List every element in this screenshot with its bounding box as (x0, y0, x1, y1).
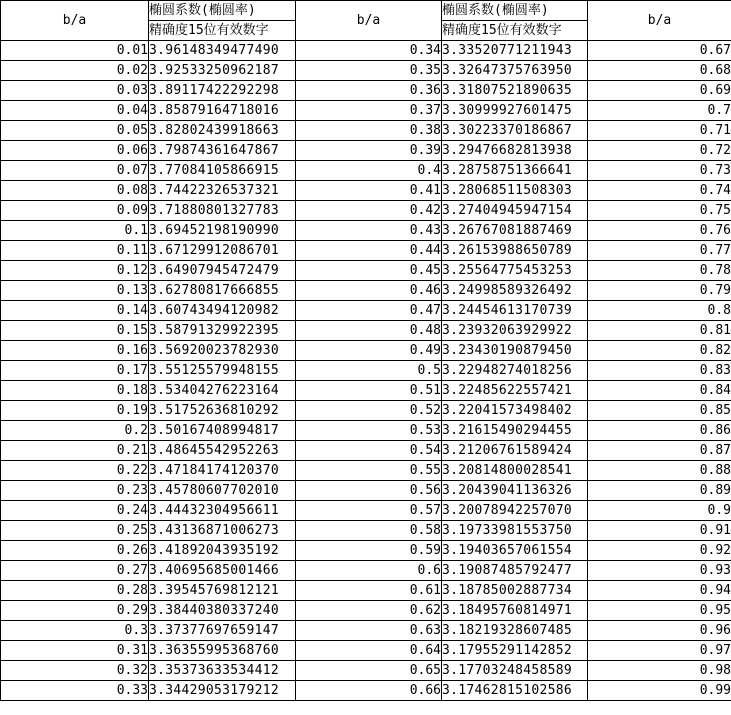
cell-coefficient[interactable]: 3.56920023782930 (149, 341, 296, 361)
cell-coefficient[interactable]: 3.77084105866915 (149, 161, 296, 181)
cell-coefficient[interactable]: 3.19733981553750 (442, 521, 588, 541)
cell-coefficient[interactable]: 3.18495760814971 (442, 601, 588, 621)
cell-ba[interactable]: 0.65 (296, 661, 442, 681)
cell-ba[interactable]: 0.66 (296, 681, 442, 701)
cell-ba[interactable]: 0.78 (588, 261, 731, 281)
table-row (1, 641, 731, 661)
table-body (1, 41, 731, 701)
table-row (1, 441, 731, 461)
cell-ba[interactable]: 0.7 (588, 101, 731, 121)
cell-ba[interactable]: 0.3 (1, 621, 149, 641)
table-row (1, 381, 731, 401)
cell-ba[interactable]: 0.72 (588, 141, 731, 161)
table-row (1, 301, 731, 321)
cell-coefficient[interactable]: 3.51752636810292 (149, 401, 296, 421)
cell-ba[interactable]: 0.83 (588, 361, 731, 381)
cell-ba[interactable]: 0.14 (1, 301, 149, 321)
cell-coefficient[interactable]: 3.58791329922395 (149, 321, 296, 341)
cell-coefficient[interactable]: 3.24998589326492 (442, 281, 588, 301)
cell-coefficient[interactable]: 3.71880801327783 (149, 201, 296, 221)
header-ba-3[interactable]: b/a (588, 1, 731, 41)
cell-ba[interactable]: 0.13 (1, 281, 149, 301)
cell-ba[interactable]: 0.92 (588, 541, 731, 561)
header-coef-1[interactable] (149, 1, 296, 41)
table-row (1, 481, 731, 501)
cell-coefficient[interactable]: 3.39545769812121 (149, 581, 296, 601)
cell-coefficient[interactable]: 3.23932063929922 (442, 321, 588, 341)
cell-ba[interactable]: 0.33 (1, 681, 149, 701)
cell-ba[interactable]: 0.88 (588, 461, 731, 481)
cell-ba[interactable]: 0.81 (588, 321, 731, 341)
cell-ba[interactable]: 0.37 (296, 101, 442, 121)
table-row (1, 161, 731, 181)
cell-coefficient[interactable]: 3.28068511508303 (442, 181, 588, 201)
cell-coefficient[interactable]: 3.26767081887469 (442, 221, 588, 241)
cell-ba[interactable]: 0.58 (296, 521, 442, 541)
cell-ba[interactable]: 0.39 (296, 141, 442, 161)
cell-coefficient[interactable]: 3.18219328607485 (442, 621, 588, 641)
cell-ba[interactable]: 0.23 (1, 481, 149, 501)
cell-coefficient[interactable]: 3.79874361647867 (149, 141, 296, 161)
cell-ba[interactable]: 0.07 (1, 161, 149, 181)
cell-coefficient[interactable]: 3.33520771211943 (442, 41, 588, 61)
cell-ba[interactable]: 0.8 (588, 301, 731, 321)
cell-coefficient[interactable]: 3.22485622557421 (442, 381, 588, 401)
cell-ba[interactable]: 0.18 (1, 381, 149, 401)
cell-ba[interactable]: 0.28 (1, 581, 149, 601)
table-row (1, 201, 731, 221)
table-row (1, 81, 731, 101)
cell-ba[interactable]: 0.15 (1, 321, 149, 341)
cell-ba[interactable]: 0.05 (1, 121, 149, 141)
cell-coefficient[interactable]: 3.22041573498402 (442, 401, 588, 421)
cell-ba[interactable]: 0.79 (588, 281, 731, 301)
cell-coefficient[interactable]: 3.47184174120370 (149, 461, 296, 481)
cell-coefficient[interactable]: 3.21615490294455 (442, 421, 588, 441)
cell-ba[interactable]: 0.09 (1, 201, 149, 221)
cell-coefficient[interactable]: 3.17462815102586 (442, 681, 588, 701)
cell-coefficient[interactable]: 3.41892043935192 (149, 541, 296, 561)
cell-ba[interactable]: 0.47 (296, 301, 442, 321)
cell-ba[interactable]: 0.57 (296, 501, 442, 521)
table-row (1, 121, 731, 141)
cell-ba[interactable]: 0.34 (296, 41, 442, 61)
cell-ba[interactable]: 0.54 (296, 441, 442, 461)
table-row (1, 601, 731, 621)
header-row (1, 1, 731, 41)
cell-ba[interactable]: 0.67 (588, 41, 731, 61)
cell-ba[interactable]: 0.73 (588, 161, 731, 181)
cell-ba[interactable]: 0.59 (296, 541, 442, 561)
cell-ba[interactable]: 0.01 (1, 41, 149, 61)
cell-ba[interactable]: 0.69 (588, 81, 731, 101)
table-row (1, 41, 731, 61)
cell-ba[interactable]: 0.29 (1, 601, 149, 621)
cell-coefficient[interactable]: 3.67129912086701 (149, 241, 296, 261)
cell-coefficient[interactable]: 3.29476682813938 (442, 141, 588, 161)
cell-ba[interactable]: 0.6 (296, 561, 442, 581)
cell-ba[interactable]: 0.06 (1, 141, 149, 161)
cell-ba[interactable]: 0.41 (296, 181, 442, 201)
cell-ba[interactable]: 0.02 (1, 61, 149, 81)
cell-ba[interactable]: 0.31 (1, 641, 149, 661)
cell-ba[interactable]: 0.42 (296, 201, 442, 221)
table-row (1, 221, 731, 241)
cell-ba[interactable]: 0.38 (296, 121, 442, 141)
cell-ba[interactable]: 0.68 (588, 61, 731, 81)
cell-coefficient[interactable]: 3.19087485792477 (442, 561, 588, 581)
cell-coefficient[interactable]: 3.89117422292298 (149, 81, 296, 101)
cell-ba[interactable]: 0.17 (1, 361, 149, 381)
cell-ba[interactable]: 0.84 (588, 381, 731, 401)
table-row (1, 141, 731, 161)
cell-ba[interactable]: 0.12 (1, 261, 149, 281)
cell-ba[interactable]: 0.98 (588, 661, 731, 681)
cell-ba[interactable]: 0.51 (296, 381, 442, 401)
cell-ba[interactable]: 0.1 (1, 221, 149, 241)
cell-coefficient[interactable]: 3.45780607702010 (149, 481, 296, 501)
cell-coefficient[interactable]: 3.20078942257070 (442, 501, 588, 521)
cell-ba[interactable]: 0.77 (588, 241, 731, 261)
cell-ba[interactable]: 0.75 (588, 201, 731, 221)
cell-coefficient[interactable]: 3.21206761589424 (442, 441, 588, 461)
cell-coefficient[interactable]: 3.22948274018256 (442, 361, 588, 381)
cell-ba[interactable]: 0.86 (588, 421, 731, 441)
cell-ba[interactable]: 0.64 (296, 641, 442, 661)
cell-ba[interactable]: 0.95 (588, 601, 731, 621)
cell-ba[interactable]: 0.53 (296, 421, 442, 441)
table-row (1, 361, 731, 381)
cell-coefficient[interactable]: 3.50167408994817 (149, 421, 296, 441)
cell-coefficient[interactable]: 3.64907945472479 (149, 261, 296, 281)
table-row (1, 261, 731, 281)
cell-ba[interactable]: 0.94 (588, 581, 731, 601)
cell-ba[interactable]: 0.27 (1, 561, 149, 581)
cell-ba[interactable]: 0.91 (588, 521, 731, 541)
cell-coefficient[interactable]: 3.23430190879450 (442, 341, 588, 361)
cell-coefficient[interactable]: 3.62780817666855 (149, 281, 296, 301)
cell-coefficient[interactable]: 3.19403657061554 (442, 541, 588, 561)
cell-coefficient[interactable]: 3.38440380337240 (149, 601, 296, 621)
cell-coefficient[interactable]: 3.17703248458589 (442, 661, 588, 681)
cell-ba[interactable]: 0.61 (296, 581, 442, 601)
cell-ba[interactable]: 0.21 (1, 441, 149, 461)
header-ba-2[interactable]: b/a (296, 1, 442, 41)
table-row (1, 581, 731, 601)
table-row (1, 661, 731, 681)
table-row (1, 61, 731, 81)
cell-coefficient[interactable]: 3.30223370186867 (442, 121, 588, 141)
cell-coefficient[interactable]: 3.36355995368760 (149, 641, 296, 661)
cell-coefficient[interactable]: 3.92533250962187 (149, 61, 296, 81)
cell-ba[interactable]: 0.97 (588, 641, 731, 661)
table-row (1, 501, 731, 521)
cell-ba[interactable]: 0.74 (588, 181, 731, 201)
cell-ba[interactable]: 0.89 (588, 481, 731, 501)
header-ba-1[interactable]: b/a (1, 1, 149, 41)
table-row (1, 281, 731, 301)
cell-coefficient[interactable]: 3.26153988650789 (442, 241, 588, 261)
cell-ba[interactable]: 0.56 (296, 481, 442, 501)
cell-ba[interactable]: 0.22 (1, 461, 149, 481)
cell-ba[interactable]: 0.5 (296, 361, 442, 381)
cell-ba[interactable]: 0.63 (296, 621, 442, 641)
cell-ba[interactable]: 0.26 (1, 541, 149, 561)
cell-ba[interactable]: 0.49 (296, 341, 442, 361)
cell-coefficient[interactable]: 3.55125579948155 (149, 361, 296, 381)
cell-coefficient[interactable]: 3.85879164718016 (149, 101, 296, 121)
table-row (1, 241, 731, 261)
cell-coefficient[interactable]: 3.18785002887734 (442, 581, 588, 601)
cell-ba[interactable]: 0.76 (588, 221, 731, 241)
table-row (1, 621, 731, 641)
cell-ba[interactable]: 0.82 (588, 341, 731, 361)
cell-ba[interactable]: 0.87 (588, 441, 731, 461)
cell-ba[interactable]: 0.32 (1, 661, 149, 681)
cell-ba[interactable]: 0.43 (296, 221, 442, 241)
cell-ba[interactable]: 0.55 (296, 461, 442, 481)
cell-ba[interactable]: 0.93 (588, 561, 731, 581)
cell-coefficient[interactable]: 3.34429053179212 (149, 681, 296, 701)
cell-ba[interactable]: 0.2 (1, 421, 149, 441)
cell-coefficient[interactable]: 3.24454613170739 (442, 301, 588, 321)
table-row (1, 321, 731, 341)
cell-ba[interactable]: 0.24 (1, 501, 149, 521)
cell-ba[interactable]: 0.9 (588, 501, 731, 521)
table-row (1, 421, 731, 441)
table-row (1, 341, 731, 361)
cell-coefficient[interactable]: 3.28758751366641 (442, 161, 588, 181)
cell-coefficient[interactable]: 3.69452198190990 (149, 221, 296, 241)
cell-coefficient[interactable]: 3.35373633534412 (149, 661, 296, 681)
cell-ba[interactable]: 0.52 (296, 401, 442, 421)
header-coef-title-2: 椭圆系数(椭圆率) (442, 3, 549, 18)
cell-coefficient[interactable]: 3.48645542952263 (149, 441, 296, 461)
table-row (1, 681, 731, 701)
cell-coefficient[interactable]: 3.40695685001466 (149, 561, 296, 581)
cell-ba[interactable]: 0.85 (588, 401, 731, 421)
cell-coefficient[interactable]: 3.20439041136326 (442, 481, 588, 501)
cell-ba[interactable]: 0.44 (296, 241, 442, 261)
table-row (1, 181, 731, 201)
header-coef-2[interactable] (442, 1, 588, 41)
cell-coefficient[interactable]: 3.17955291142852 (442, 641, 588, 661)
cell-ba[interactable]: 0.08 (1, 181, 149, 201)
cell-ba[interactable]: 0.03 (1, 81, 149, 101)
table-row (1, 561, 731, 581)
cell-ba[interactable]: 0.62 (296, 601, 442, 621)
cell-coefficient[interactable]: 3.30999927601475 (442, 101, 588, 121)
cell-coefficient[interactable]: 3.44432304956611 (149, 501, 296, 521)
cell-coefficient[interactable]: 3.32647375763950 (442, 61, 588, 81)
cell-coefficient[interactable]: 3.82802439918663 (149, 121, 296, 141)
table-row (1, 461, 731, 481)
cell-ba[interactable]: 0.46 (296, 281, 442, 301)
cell-ba[interactable]: 0.35 (296, 61, 442, 81)
cell-ba[interactable]: 0.16 (1, 341, 149, 361)
cell-ba[interactable]: 0.4 (296, 161, 442, 181)
header-coef-title-1: 椭圆系数(椭圆率) (149, 3, 256, 18)
cell-ba[interactable]: 0.45 (296, 261, 442, 281)
cell-ba[interactable]: 0.11 (1, 241, 149, 261)
cell-ba[interactable]: 0.48 (296, 321, 442, 341)
cell-ba[interactable]: 0.96 (588, 621, 731, 641)
table-row (1, 521, 731, 541)
cell-coefficient[interactable]: 3.53404276223164 (149, 381, 296, 401)
cell-coefficient[interactable]: 3.60743494120982 (149, 301, 296, 321)
header-coef-subtitle-1: 精确度15位有效数字 (149, 20, 296, 40)
table-row (1, 101, 731, 121)
cell-ba[interactable]: 0.71 (588, 121, 731, 141)
cell-coefficient[interactable]: 3.96148349477490 (149, 41, 296, 61)
cell-ba[interactable]: 0.99 (588, 681, 731, 701)
cell-coefficient[interactable]: 3.20814800028541 (442, 461, 588, 481)
cell-ba[interactable]: 0.36 (296, 81, 442, 101)
table-row (1, 401, 731, 421)
cell-coefficient[interactable]: 3.31807521890635 (442, 81, 588, 101)
table-row (1, 541, 731, 561)
cell-coefficient[interactable]: 3.74422326537321 (149, 181, 296, 201)
cell-coefficient[interactable]: 3.43136871006273 (149, 521, 296, 541)
cell-ba[interactable]: 0.04 (1, 101, 149, 121)
cell-ba[interactable]: 0.19 (1, 401, 149, 421)
cell-coefficient[interactable]: 3.25564775453253 (442, 261, 588, 281)
cell-coefficient[interactable]: 3.37377697659147 (149, 621, 296, 641)
cell-coefficient[interactable]: 3.27404945947154 (442, 201, 588, 221)
header-coef-subtitle-2: 精确度15位有效数字 (442, 20, 588, 40)
cell-ba[interactable]: 0.25 (1, 521, 149, 541)
